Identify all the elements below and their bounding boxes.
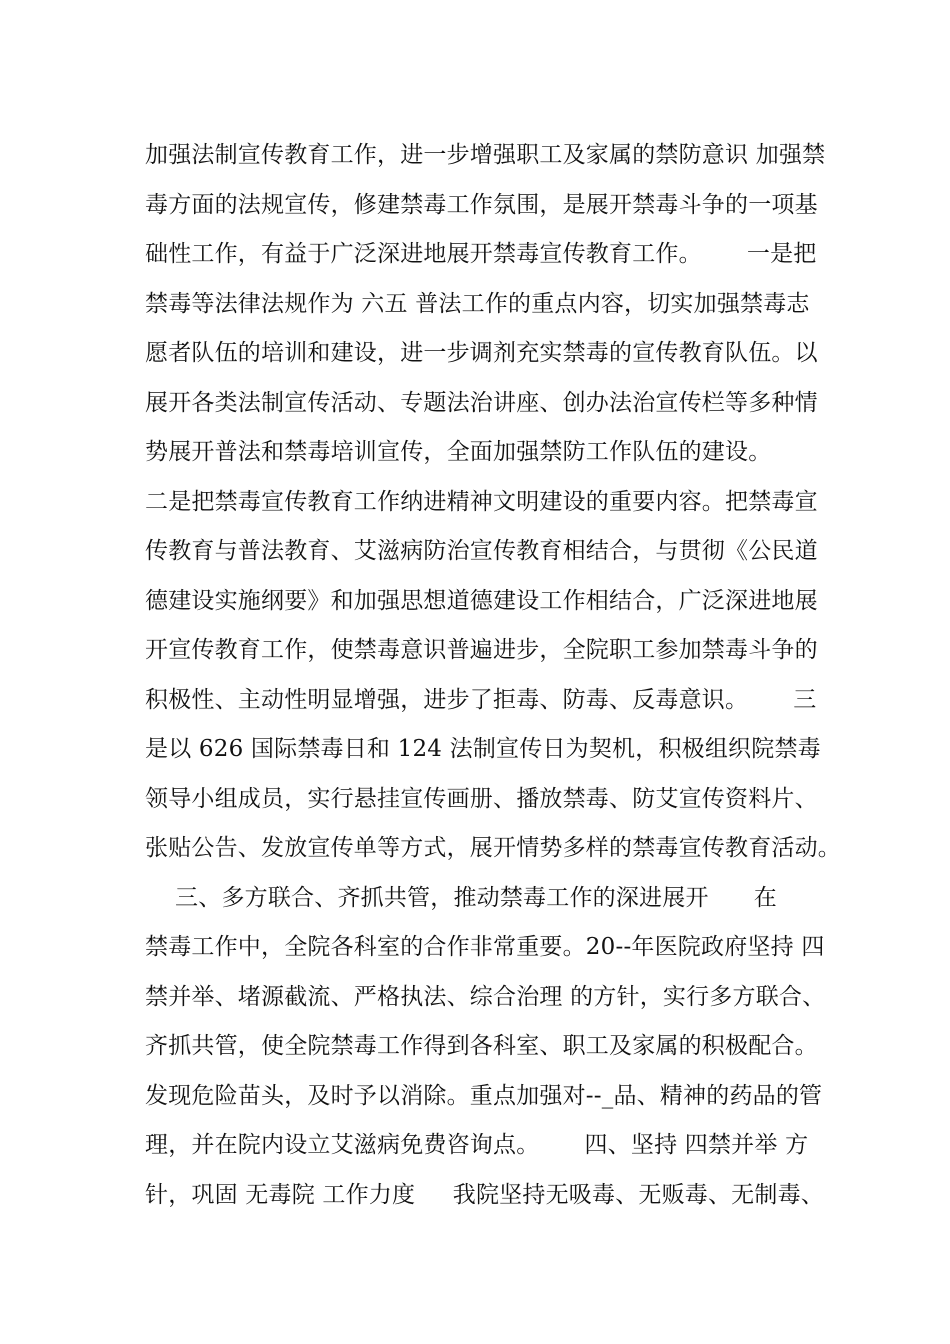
text-line: 三、多方联合、齐抓共管，推动禁毒工作的深进展开 在 [145,884,777,911]
text-line: 展开各类法制宣传活动、专题法治讲座、创办法治宣传栏等多种情 [145,389,818,416]
text-line: 理，并在院内设立艾滋病免费咨询点。 四、坚持 四禁并举 方 [145,1132,809,1158]
body-text [145,135,845,1224]
text-line: 传教育与普法教育、艾滋病防治宣传教育相结合，与贯彻《公民道 [145,538,818,564]
text-line: 禁毒工作中，全院各科室的合作非常重要。20--年医院政府坚持 四 [145,934,825,960]
text-line: 愿者队伍的培训和建设，进一步调剂充实禁毒的宣传教育队伍。以 [145,340,818,366]
text-line: 张贴公告、发放宣传单等方式，展开情势多样的禁毒宣传教育活动。 [145,835,841,861]
text-line: 势展开普法和禁毒培训宣传，全面加强禁防工作队伍的建设。 [145,439,772,465]
text-line: 齐抓共管，使全院禁毒工作得到各科室、职工及家属的积极配合。 [145,1033,818,1059]
text-line: 毒方面的法规宣传，修建禁毒工作氛围，是展开禁毒斗争的一项基 [145,191,818,218]
text-line: 积极性、主动性明显增强，进步了拒毒、防毒、反毒意识。 三 [145,686,817,713]
text-line: 发现危险苗头，及时予以消除。重点加强对--_品、精神的药品的管 [145,1082,823,1109]
text-line: 德建设实施纲要》和加强思想道德建设工作相结合，广泛深进地展 [145,587,818,614]
text-line: 禁毒等法律法规作为 六五 普法工作的重点内容，切实加强禁毒志 [145,290,810,317]
text-line: 开宣传教育工作，使禁毒意识普遍进步，全院职工参加禁毒斗争的 [145,637,818,663]
text-line: 是以 626 国际禁毒日和 124 法制宣传日为契机，积极组织院禁毒 [145,736,821,762]
text-line: 础性工作，有益于广泛深进地展开禁毒宣传教育工作。 一是把 [145,241,817,267]
text-line: 二是把禁毒宣传教育工作纳进精神文明建设的重要内容。把禁毒宣 [145,488,818,515]
text-line: 针，巩固 无毒院 工作力度 我院坚持无吸毒、无贩毒、无制毒、 [145,1181,824,1208]
text-line: 领导小组成员，实行悬挂宣传画册、播放禁毒、防艾宣传资料片、 [145,785,818,812]
text-line: 加强法制宣传教育工作，进一步增强职工及家属的禁防意识 加强禁 [145,142,826,168]
text-line: 禁并举、堵源截流、严格执法、综合治理 的方针，实行多方联合、 [145,983,826,1010]
